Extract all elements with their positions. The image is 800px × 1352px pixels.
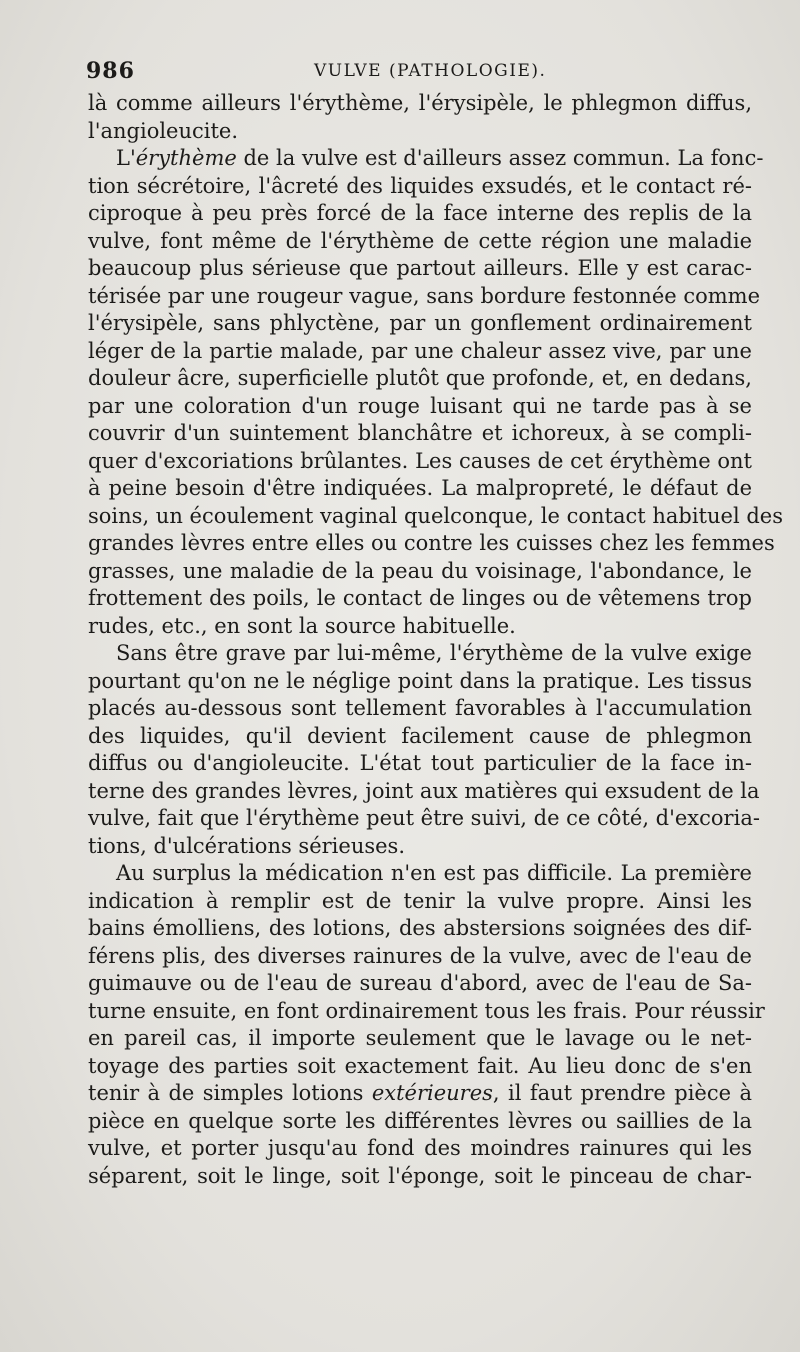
running-title: VULVE (PATHOLOGIE). <box>314 61 547 81</box>
text-line: bains émolliens, des lotions, des abstersions soignées des dif- <box>88 916 752 940</box>
text-line: par une coloration d'un rouge luisant qui ne tarde pas à se <box>88 393 752 418</box>
text-line: vulve, fait que l'érythème peut être suivi, de ce côté, d'excoria- <box>88 806 760 830</box>
text-line: guimauve ou de l'eau de sureau d'abord, avec de l'eau de Sa- <box>88 971 752 995</box>
page-header <box>86 58 736 88</box>
text-line: tenir à de simples lotions extérieures, il faut prendre pièce à <box>88 1081 752 1105</box>
text-line: grandes lèvres entre elles ou contre les cuisses chez les femmes <box>88 531 775 555</box>
text-line: indication à remplir est de tenir la vulve propre. Ainsi les <box>88 888 752 913</box>
text-line: toyage des parties soit exactement fait. Au lieu donc de s'en <box>88 1053 752 1078</box>
text-line: l'érysipèle, sans phlyctène, par un gonflement ordinairement <box>88 311 752 335</box>
text-line: ciproque à peu près forcé de la face interne des replis de la <box>88 201 752 225</box>
text-line: tion sécrétoire, l'âcreté des liquides exsudés, et le contact ré- <box>88 173 752 198</box>
text-line: frottement des poils, le contact de linges ou de vêtemens trop <box>88 586 752 610</box>
text-line: diffus ou d'angioleucite. L'état tout particulier de la face in- <box>88 751 752 775</box>
text-line: l'angioleucite. <box>88 118 239 143</box>
text-line: à peine besoin d'être indiquées. La malpropreté, le défaut de <box>88 476 752 500</box>
text-line: placés au-dessous sont tellement favorables à l'accumulation <box>88 696 752 720</box>
text-line: soins, un écoulement vaginal quelconque, le contact habituel des <box>88 503 783 528</box>
text-line: en pareil cas, il importe seulement que le lavage ou le net- <box>88 1026 752 1050</box>
emphasized-word: extérieures <box>371 1081 493 1105</box>
text-line: vulve, font même de l'érythème de cette région une maladie <box>88 228 752 253</box>
text-line: pourtant qu'on ne le néglige point dans la pratique. Les tissus <box>88 668 752 693</box>
text-line-paragraph-start: Sans être grave par lui-même, l'érythème de la vulve exige <box>116 641 752 665</box>
text-line-paragraph-start: L'érythème de la vulve est d'ailleurs assez commun. La fonc- <box>116 146 764 170</box>
text-line: là comme ailleurs l'érythème, l'érysipèle, le phlegmon diffus, <box>88 91 752 115</box>
text-line: tions, d'ulcérations sérieuses. <box>88 833 405 858</box>
text-line: couvrir d'un suintement blanchâtre et ichoreux, à se compli- <box>88 421 752 445</box>
page-number: 986 <box>86 58 135 84</box>
text-line: férens plis, des diverses rainures de la vulve, avec de l'eau de <box>88 943 752 968</box>
text-line: des liquides, qu'il devient facilement cause de phlegmon <box>88 723 752 748</box>
text-line-paragraph-start: Au surplus la médication n'en est pas difficile. La première <box>116 861 752 885</box>
text-line: beaucoup plus sérieuse que partout ailleurs. Elle y est carac- <box>88 256 752 280</box>
text-line: pièce en quelque sorte les différentes lèvres ou saillies de la <box>88 1108 752 1133</box>
text-line: léger de la partie malade, par une chaleur assez vive, par une <box>88 338 752 363</box>
text-line: rudes, etc., en sont la source habituelle. <box>88 613 516 638</box>
emphasized-word: érythème <box>135 146 237 170</box>
text-line: séparent, soit le linge, soit l'éponge, soit le pinceau de char- <box>88 1163 752 1188</box>
text-line: douleur âcre, superficielle plutôt que profonde, et, en dedans, <box>88 366 752 390</box>
text-line: turne ensuite, en font ordinairement tous les frais. Pour réussir <box>88 998 765 1023</box>
text-line: grasses, une maladie de la peau du voisinage, l'abondance, le <box>88 558 752 583</box>
text-line: quer d'excoriations brûlantes. Les causes de cet érythème ont <box>88 448 752 473</box>
body-text <box>88 90 783 1190</box>
text-line: vulve, et porter jusqu'au fond des moindres rainures qui les <box>88 1136 752 1160</box>
text-line: terne des grandes lèvres, joint aux matières qui exsudent de la <box>88 778 760 803</box>
text-line: térisée par une rougeur vague, sans bordure festonnée comme <box>88 283 761 308</box>
